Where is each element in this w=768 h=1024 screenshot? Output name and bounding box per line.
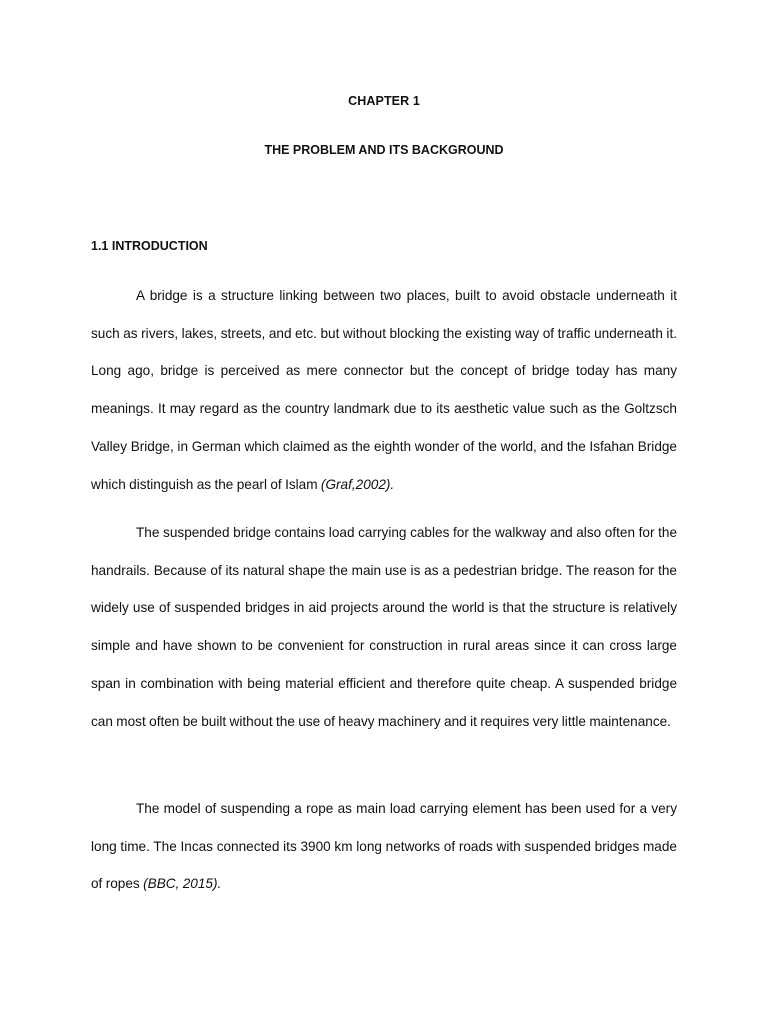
section-heading: 1.1 INTRODUCTION <box>91 239 208 253</box>
chapter-title: THE PROBLEM AND ITS BACKGROUND <box>264 143 504 157</box>
paragraph-suspended-bridge <box>91 514 677 740</box>
paragraph-text: A bridge is a structure linking between two places, built to avoid obstacle underneath it such as rivers, lakes, streets, and etc. but without blocking the existing way of traffic underneath it. Long ago, bridge is perceived as mere connector but the concept of bridge today has many meanings. It may regard as the country landmark due to its aesthetic value such as the Goltzsch Valley Bridge, in German which claimed as the eighth wonder of the world, and the Isfahan Bridge which distinguish as the pearl of Islam <box>91 288 677 492</box>
paragraph-text: The suspended bridge contains load carrying cables for the walkway and also often for the handrails. Because of its natural shape the main use is as a pedestrian bridge. The reason for the widely use of suspended bridges in aid projects around the world is that the structure is relatively simple and have shown to be convenient for construction in rural areas since it can cross large span in combination with being material efficient and therefore quite cheap. A suspended bridge can most often be built without the use of heavy machinery and it requires very little maintenance. <box>91 525 677 729</box>
chapter-label: CHAPTER 1 <box>348 94 420 108</box>
paragraph-text: The model of suspending a rope as main load carrying element has been used for a very long time. The Incas connected its 3900 km long networks of roads with suspended bridges made of ropes <box>91 801 677 892</box>
paragraph-intro <box>91 277 677 503</box>
citation: (BBC, 2015). <box>143 876 222 892</box>
citation: (Graf,2002). <box>320 476 395 492</box>
paragraph-rope-model <box>91 790 677 903</box>
